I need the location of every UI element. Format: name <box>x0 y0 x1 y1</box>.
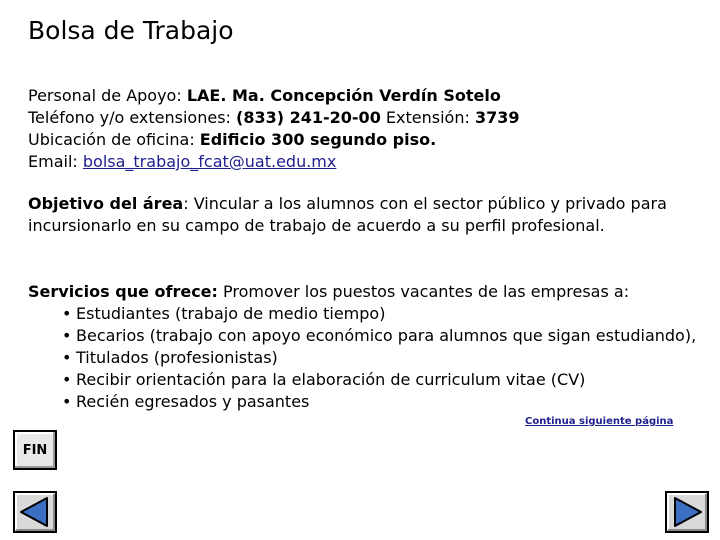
location-value: Edificio 300 segundo piso. <box>199 130 437 149</box>
phone-line <box>28 107 519 129</box>
objective-text: : Vincular a los alumnos con el sector público y privado para incursionarlo en su campo de trabajo de acuerdo a su perfil profesional. <box>28 194 667 235</box>
email-line <box>28 151 519 173</box>
bullet-icon: • <box>62 348 72 367</box>
email-link[interactable]: bolsa_trabajo_fcat@uat.edu.mx <box>82 152 337 171</box>
bullet-icon: • <box>62 304 72 323</box>
phone-label: Teléfono y/o extensiones: <box>28 108 237 127</box>
continue-next-page-link[interactable]: Continua siguiente página <box>525 416 674 427</box>
page-title: Bolsa de Trabajo <box>28 16 234 45</box>
objective-paragraph <box>28 193 708 237</box>
phone-value: (833) 241-20-00 <box>236 108 381 127</box>
services-heading <box>28 281 708 303</box>
services-section <box>28 281 708 413</box>
location-line <box>28 129 519 151</box>
staff-label: Personal de Apoyo: <box>28 86 187 105</box>
list-item: • Recibir orientación para la elaboración de curriculum vitae (CV) <box>62 370 586 389</box>
fin-button[interactable]: FIN <box>13 430 57 470</box>
location-label: Ubicación de oficina: <box>28 130 200 149</box>
bullet-icon: • <box>62 370 72 389</box>
bullet-icon: • <box>62 392 72 411</box>
bullet-icon: • <box>62 326 72 345</box>
staff-line <box>28 85 519 107</box>
list-item: • Recién egresados y pasantes <box>62 392 310 411</box>
list-item: • Titulados (profesionistas) <box>62 348 278 367</box>
list-item: • Becarios (trabajo con apoyo económico para alumnos que sigan estudiando), <box>62 326 697 345</box>
staff-value: LAE. Ma. Concepción Verdín Sotelo <box>186 86 501 105</box>
contact-info <box>28 85 519 173</box>
services-label: Servicios que ofrece: <box>28 282 218 301</box>
extension-value: 3739 <box>474 108 520 127</box>
services-intro: Promover los puestos vacantes de las empresas a: <box>217 282 630 301</box>
list-item: • Estudiantes (trabajo de medio tiempo) <box>62 304 386 323</box>
triangle-right-icon <box>665 491 709 533</box>
next-slide-button[interactable] <box>665 491 709 533</box>
objective-label: Objetivo del área <box>28 194 184 213</box>
previous-slide-button[interactable] <box>13 491 57 533</box>
email-label: Email: <box>28 152 83 171</box>
services-list <box>28 303 708 413</box>
triangle-left-icon <box>13 491 57 533</box>
extension-label: Extensión: <box>380 108 475 127</box>
